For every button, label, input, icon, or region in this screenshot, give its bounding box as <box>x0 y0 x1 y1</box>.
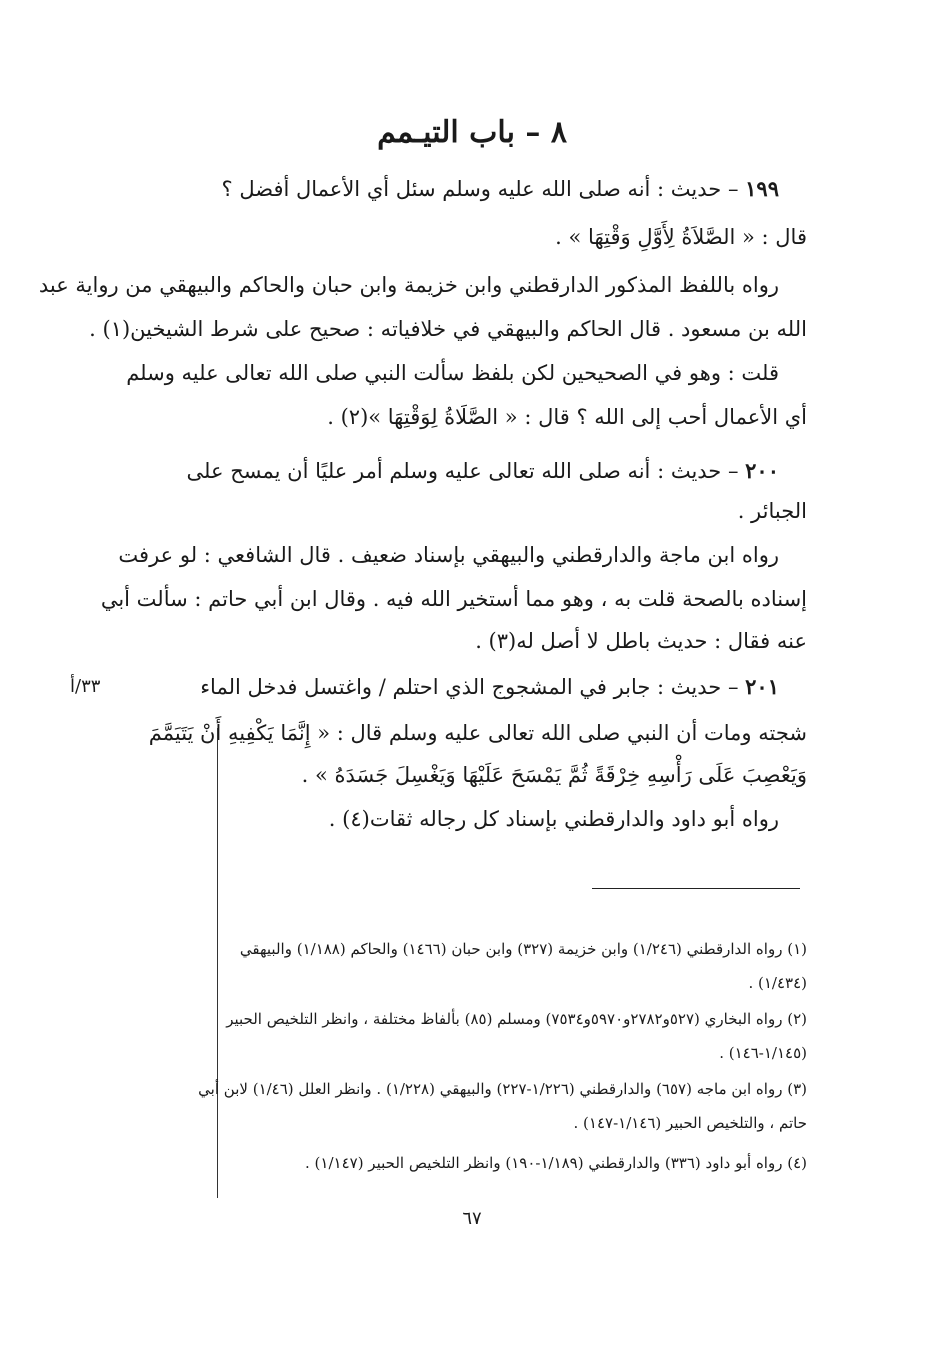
hadith-200-text-1: – حديث : أنه صلى الله تعالى عليه وسلم أمر عليًا أن يمسح على <box>186 459 739 483</box>
hadith-201-number: ٢٠١ <box>745 674 779 699</box>
para-199-b-line-1: قلت : وهو في الصحيحين لكن بلفظ سألت النبي صلى الله تعالى عليه وسلم <box>126 361 779 385</box>
hadith-199-line-2: قال : « الصَّلاَةُ لِأَوَّلِ وَقْتِهَا » . <box>555 225 807 249</box>
hadith-200-line-2: الجبائر . <box>737 499 807 523</box>
chapter-title: ٨ – باب التيـمم <box>377 115 567 150</box>
footnote-3-line-1: (٣) رواه ابن ماجه (٦٥٧) والدارقطني (١/٢٢٦-٢٢٧) والبيهقي (١/٢٢٨) . وانظر العلل (١/٤٦) لابن أبي <box>198 1080 807 1098</box>
para-200-line-3: عنه فقال : حديث باطل لا أصل له(٣) . <box>475 629 807 653</box>
hadith-201-line-1 <box>107 668 807 706</box>
hadith-201-line-2: شجته ومات أن النبي صلى الله تعالى عليه وسلم قال : « إِنَّمَا يَكْفِيهِ أَنْ يَتَيَمَّمَ <box>148 721 807 745</box>
hadith-199-number: ١٩٩ <box>745 176 779 201</box>
para-199-b-line-2: أي الأعمال أحب إلى الله ؟ قال : « الصَّلَاةُ لِوَقْتِهَا »(٢) . <box>327 405 807 429</box>
hadith-199-text-1: – حديث : أنه صلى الله عليه وسلم سئل أي الأعمال أفضل ؟ <box>221 177 739 201</box>
footnote-3-line-2: حاتم ، والتلخيص الحبير (١/١٤٦-١٤٧) . <box>573 1114 807 1132</box>
footnote-4-line-1: (٤) رواه أبو داود (٣٣٦) والدارقطني (١/١٨٩-١٩٠) وانظر التلخيص الحبير (١/١٤٧) . <box>305 1154 807 1172</box>
manuscript-margin-note: ٣٣/أ <box>70 676 101 697</box>
footnote-1-line-1: (١) رواه الدارقطني (١/٢٤٦) وابن خزيمة (٣٢٧) وابن حبان (١٤٦٦) والحاكم (١/١٨٨) والبيهقي <box>239 940 807 958</box>
para-200-line-1: رواه ابن ماجة والدارقطني والبيهقي بإسناد ضعيف . قال الشافعي : لو عرفت <box>118 543 779 567</box>
footnote-separator <box>592 888 800 889</box>
hadith-201-line-3: وَيَعْصِبَ عَلَى رَأْسِهِ خِرْقَةً ثُمَّ يَمْسَحَ عَلَيْهَا وَيَغْسِلَ جَسَدَهُ » . <box>301 763 807 787</box>
footnote-2-line-2: (١/١٤٥-١٤٦) . <box>719 1044 807 1062</box>
para-199-a-line-1: رواه باللفظ المذكور الدارقطني وابن خزيمة وابن حبان والحاكم والبيهقي من رواية عبد <box>38 273 779 297</box>
hadith-200-line-1 <box>107 452 807 490</box>
footnote-1-line-2: (١/٤٣٤) . <box>748 974 807 992</box>
para-200-line-2: إسناده بالصحة قلت به ، وهو مما أستخير الله فيه . وقال ابن أبي حاتم : سألت أبي <box>100 587 807 611</box>
hadith-201-line-4: رواه أبو داود والدارقطني بإسناد كل رجاله ثقات(٤) . <box>328 807 779 831</box>
page-number: ٦٧ <box>462 1208 482 1229</box>
footnote-2-line-1: (٢) رواه البخاري (٥٢٧و٢٧٨٢و٥٩٧٠و٧٥٣٤) ومسلم (٨٥) بألفاظ مختلفة ، وانظر التلخيص الحبير <box>226 1010 807 1028</box>
hadith-201-text-1: – حديث : جابر في المشجوج الذي احتلم / واغتسل فدخل الماء <box>200 675 739 699</box>
para-199-a-line-2: الله بن مسعود . قال الحاكم والبيهقي في خلافياته : صحيح على شرط الشيخين(١) . <box>89 317 807 341</box>
hadith-199-line-1 <box>107 170 807 208</box>
hadith-200-number: ٢٠٠ <box>745 458 779 483</box>
